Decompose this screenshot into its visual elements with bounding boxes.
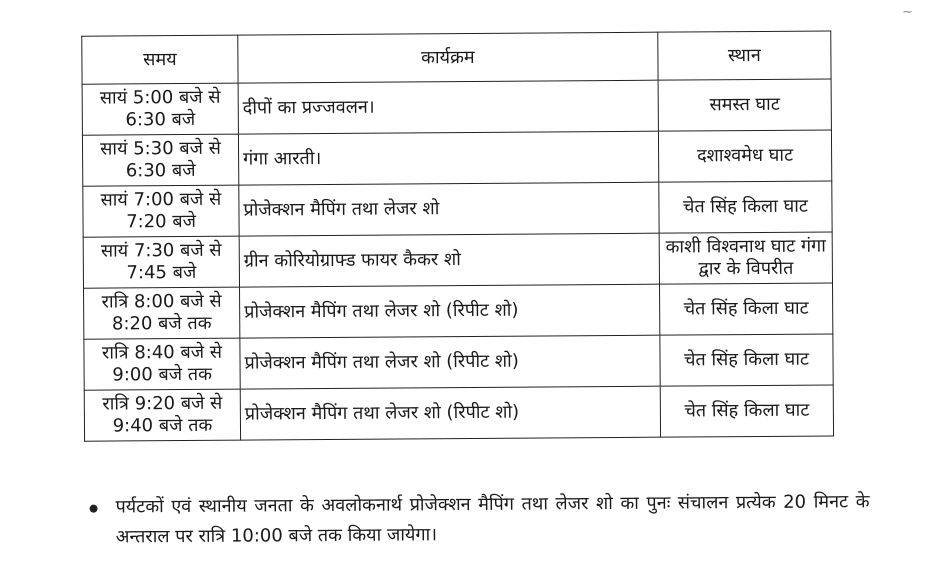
program-cell: ग्रीन कोरियोग्राफ्ड फायर कैकर शो: [239, 233, 659, 287]
time-end: 6:30 बजे: [125, 108, 196, 131]
header-time: समय: [82, 35, 238, 84]
table-row: [84, 334, 833, 390]
place-cell: दशाश्वमेध घाट: [658, 130, 831, 182]
place-cell: काशी विश्वनाथ घाट गंगा द्वार के विपरीत: [659, 232, 832, 284]
time-end: 9:40 बजे तक: [112, 414, 213, 437]
time-cell: [84, 287, 240, 339]
program-cell: प्रोजेक्शन मैपिंग तथा लेजर शो (रिपीट शो): [240, 386, 660, 440]
program-cell: प्रोजेक्शन मैपिंग तथा लेजर शो: [239, 182, 659, 236]
table-row: [84, 385, 833, 441]
corner-mark: ~: [902, 4, 914, 20]
table-header-row: [82, 31, 831, 84]
table-row: [83, 232, 832, 288]
time-end: 8:20 बजे तक: [111, 312, 212, 335]
place-cell: चेत सिंह किला घाट: [659, 181, 832, 233]
bullet-icon: [90, 505, 98, 513]
time-end: 9:00 बजे तक: [112, 363, 212, 386]
program-cell: प्रोजेक्शन मैपिंग तथा लेजर शो (रिपीट शो): [240, 284, 660, 338]
time-cell: [84, 389, 240, 441]
time-start: सायं 5:00 बजे से: [99, 86, 221, 109]
table-row: [84, 283, 833, 339]
table-row: [83, 181, 832, 237]
time-start: रात्रि 9:20 बजे से: [102, 392, 223, 415]
time-cell: [84, 338, 240, 390]
header-program: कार्यक्रम: [238, 32, 658, 83]
place-cell: चेत सिंह किला घाट: [660, 385, 833, 437]
program-cell: प्रोजेक्शन मैपिंग तथा लेजर शो (रिपीट शो): [240, 335, 660, 389]
time-start: सायं 5:30 बजे से: [100, 137, 221, 160]
header-place: स्थान: [658, 31, 831, 80]
time-cell: [82, 134, 238, 186]
program-cell: गंगा आरती।: [238, 131, 658, 185]
time-start: रात्रि 8:00 बजे से: [101, 290, 222, 313]
table-row: [82, 79, 831, 135]
time-start: सायं 7:00 बजे से: [100, 188, 222, 211]
program-cell: दीपों का प्रज्जवलन।: [238, 80, 658, 134]
time-cell: [83, 185, 239, 237]
place-cell: समस्त घाट: [658, 79, 831, 131]
table-row: [82, 130, 831, 186]
time-end: 6:30 बजे: [125, 159, 196, 182]
time-cell: [83, 236, 239, 288]
time-start: रात्रि 8:40 बजे से: [101, 341, 223, 364]
note-text: पर्यटकों एवं स्थानीय जनता के अवलोकनार्थ प्रोजेक्शन मैपिंग तथा लेजर शो का पुनः संचालन प्रत्येक 20 मिनट के अन्तराल पर रात्रि 10:00 बजे तक किया जायेगा।: [115, 491, 870, 548]
place-cell: चेत सिंह किला घाट: [660, 334, 833, 386]
schedule-table: [81, 30, 834, 441]
time-start: सायं 7:30 बजे से: [100, 239, 222, 262]
time-cell: [82, 83, 238, 135]
bullet-note: [89, 487, 869, 552]
place-cell: चेत सिंह किला घाट: [659, 283, 832, 335]
time-end: 7:45 बजे: [126, 261, 197, 284]
time-end: 7:20 बजे: [126, 210, 197, 233]
